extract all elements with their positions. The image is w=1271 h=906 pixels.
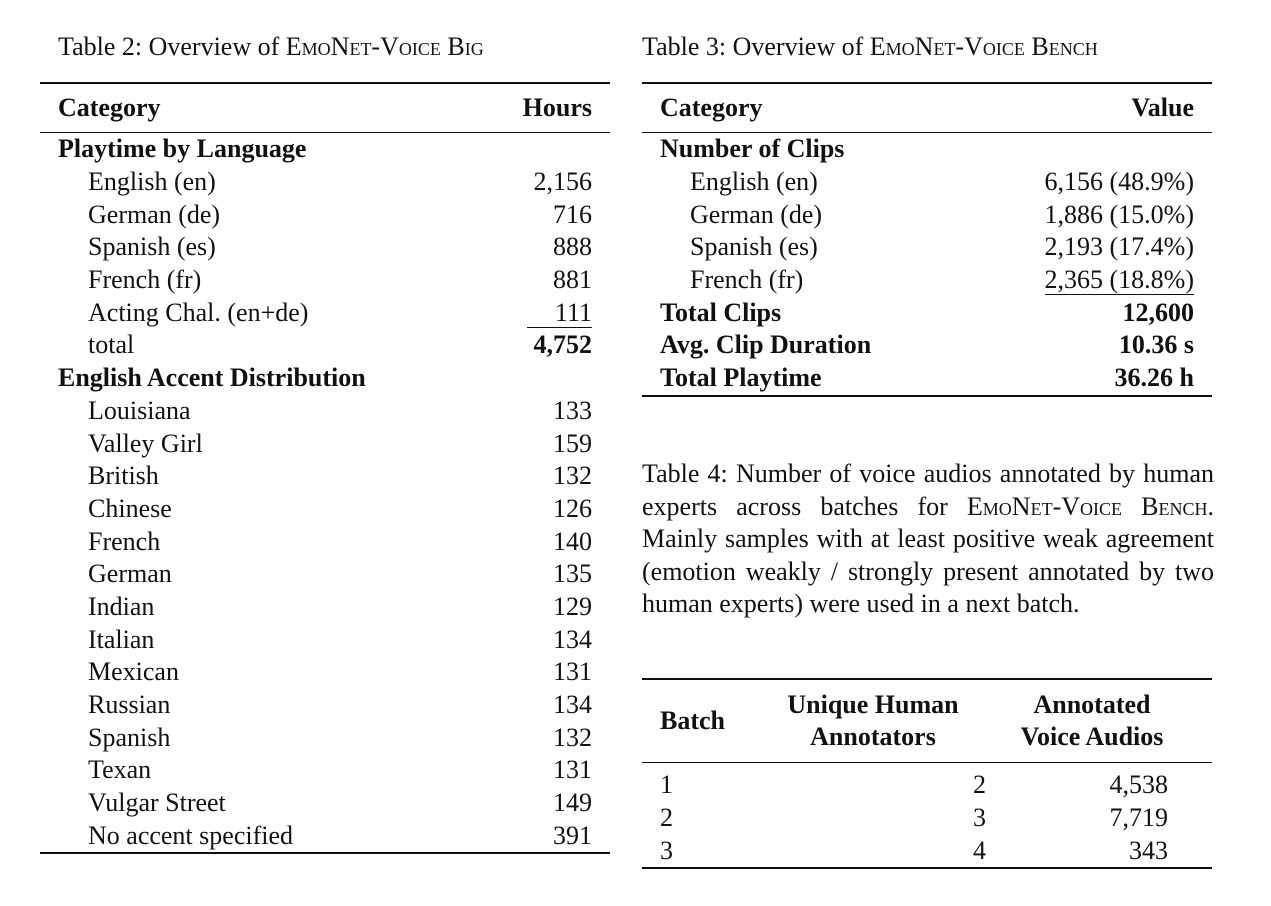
table-row: [642, 802, 1212, 835]
audios-cell: 7,719: [1109, 803, 1168, 833]
table-row: [642, 763, 1212, 802]
row-label: English (en): [88, 167, 216, 197]
audios-cell: 4,538: [1109, 770, 1168, 800]
row-label: Valley Girl: [88, 428, 203, 458]
table-row: [40, 493, 610, 526]
row-label: Louisiana: [88, 395, 191, 425]
table2-header-category: Category: [58, 93, 161, 122]
batch-cell: 3: [660, 835, 673, 865]
table-row: [642, 198, 1212, 231]
row-label: French: [88, 526, 161, 556]
table-row: [40, 623, 610, 656]
row-value: 126: [553, 493, 592, 523]
table-row: [40, 166, 610, 199]
table-row-total: [40, 329, 610, 362]
table-row-total: [642, 329, 1212, 362]
row-value: 149: [553, 788, 592, 818]
table3-caption: [642, 31, 1098, 63]
row-label: Mexican: [88, 657, 179, 687]
table-row-total: [642, 296, 1212, 329]
header-line: Voice Audios: [1020, 722, 1164, 751]
audios-cell: 343: [1129, 835, 1168, 865]
row-label: No accent specified: [88, 820, 294, 850]
table2-section-language: Playtime by Language: [58, 134, 307, 164]
row-value: 131: [553, 657, 592, 687]
row-label: Spanish (es): [88, 232, 216, 262]
row-value: 132: [553, 461, 592, 491]
header-line: Annotators: [810, 722, 936, 751]
row-value: 2,193 (17.4%): [1044, 232, 1194, 262]
annotators-cell: 4: [973, 835, 986, 865]
table-row: [40, 819, 610, 853]
row-label: French (fr): [88, 265, 202, 295]
table-row: [40, 525, 610, 558]
table3-caption-prefix: Table 3: Overview of: [642, 32, 870, 61]
row-value: 6,156 (48.9%): [1044, 167, 1194, 197]
table4-caption-part-b: . Mainly samples with at least positive weak agreement (emotion weakly / strongly present annotated by two human experts) were used in a next batch.: [642, 491, 1214, 619]
table3-section-clips: Number of Clips: [660, 134, 845, 164]
row-value: 159: [553, 428, 592, 458]
row-label: Chinese: [88, 493, 172, 523]
row-value-underlined: [470, 296, 610, 329]
table-row: [40, 754, 610, 787]
row-value-underlined: [971, 264, 1212, 297]
row-label: Acting Chal. (en+de): [88, 297, 309, 327]
row-label: Indian: [88, 591, 155, 621]
row-label: Texan: [88, 755, 152, 785]
table-row: [40, 460, 610, 493]
row-value: 134: [553, 624, 592, 654]
table2-caption: [58, 31, 484, 63]
row-label: British: [88, 461, 159, 491]
table-row: [642, 834, 1212, 868]
total-value: 36.26 h: [1114, 363, 1194, 393]
row-value: 888: [553, 232, 592, 262]
total-label: Total Playtime: [660, 363, 822, 393]
row-value: 140: [553, 526, 592, 556]
underlined-value: 111: [527, 299, 592, 328]
table4-header-audios: [986, 679, 1212, 763]
batch-cell: 1: [660, 770, 673, 800]
row-label: German (de): [88, 199, 221, 229]
row-value: 716: [553, 199, 592, 229]
table-row: [40, 558, 610, 591]
row-label: Spanish (es): [690, 232, 818, 262]
row-value: 132: [553, 722, 592, 752]
row-label: German (de): [690, 199, 823, 229]
row-value: 881: [553, 265, 592, 295]
row-label: Italian: [88, 624, 155, 654]
batch-cell: 2: [660, 803, 673, 833]
table-row: [40, 787, 610, 820]
table-row: [40, 264, 610, 297]
row-label: Russian: [88, 690, 171, 720]
table2-caption-prefix: Table 2: Overview of: [58, 32, 286, 61]
table4-caption-name: EmoNet-Voice Bench: [966, 491, 1208, 521]
table-row: [40, 296, 610, 329]
table2: [40, 82, 610, 854]
total-value: 10.36 s: [1118, 330, 1194, 360]
row-label: English (en): [690, 167, 818, 197]
total-label: Total Clips: [660, 297, 782, 327]
table3-header-category: Category: [660, 93, 763, 122]
row-value: 391: [553, 820, 592, 850]
row-value: 131: [553, 755, 592, 785]
row-label: Vulgar Street: [88, 788, 226, 818]
row-label: German: [88, 559, 172, 589]
table-row: [40, 656, 610, 689]
annotators-cell: 3: [973, 803, 986, 833]
table2-caption-name: EmoNet-Voice Big: [285, 32, 484, 61]
table-row: [642, 166, 1212, 199]
table2-section-accent: English Accent Distribution: [58, 363, 366, 393]
table3-caption-name: EmoNet-Voice Bench: [869, 32, 1098, 61]
table-row: [40, 591, 610, 624]
table4: [642, 678, 1212, 869]
row-value: 129: [553, 591, 592, 621]
table3: [642, 82, 1212, 397]
total-value: 12,600: [1122, 297, 1194, 327]
table-row: [40, 689, 610, 722]
row-value: 1,886 (15.0%): [1044, 199, 1194, 229]
row-value: 2,156: [533, 167, 592, 197]
header-line: Unique Human: [787, 690, 959, 719]
total-label: Avg. Clip Duration: [660, 330, 872, 360]
row-value: 134: [553, 690, 592, 720]
table4-header-annotators: [760, 679, 986, 763]
total-value: 4,752: [533, 330, 592, 360]
table4-caption-part-a: Table 4: Number of voice audios annotated by human experts across batches for: [642, 459, 1214, 521]
table-row: [642, 264, 1212, 297]
table2-header-value: Hours: [522, 93, 592, 122]
table-row: [40, 198, 610, 231]
total-label: total: [88, 330, 135, 360]
underlined-value: 2,365 (18.8%): [1044, 265, 1194, 295]
annotators-cell: 2: [973, 770, 986, 800]
table-row: [40, 427, 610, 460]
table-row: [40, 721, 610, 754]
table-row: [40, 231, 610, 264]
header-line: Annotated: [1033, 690, 1151, 719]
table3-header-value: Value: [1131, 93, 1194, 122]
row-value: 135: [553, 559, 592, 589]
row-value: 133: [553, 395, 592, 425]
table-row: [40, 395, 610, 428]
table4-caption: [642, 458, 1214, 621]
table-row-total: [642, 362, 1212, 396]
row-label: Spanish: [88, 722, 171, 752]
table4-header-batch: Batch: [660, 706, 725, 735]
table-row: [642, 231, 1212, 264]
row-label: French (fr): [690, 265, 804, 295]
